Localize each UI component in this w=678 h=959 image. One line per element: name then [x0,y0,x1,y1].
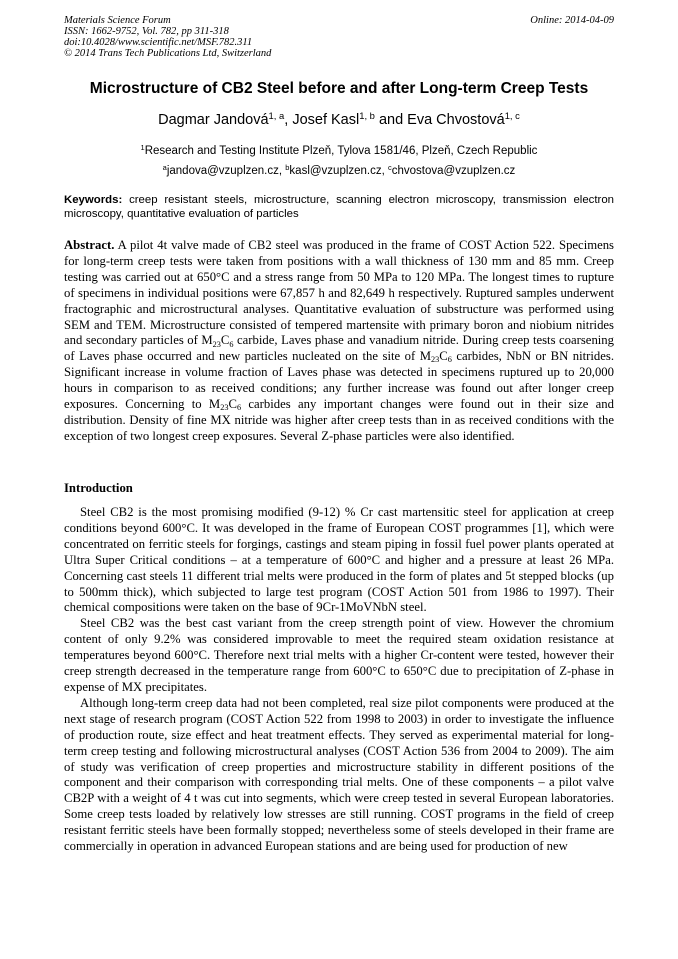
email-link: jandova@vzuplzen.cz, [166,165,286,177]
introduction-section [64,505,614,855]
abstract-text: A pilot 4t valve made of CB2 steel was produced in the frame of COST Action 522. Specimens for long-term creep tests were taken from positions with a wall thickness of 130 mm and 85 mm. Creep testing was carried out at 650°C and a stress range from 50 MPa to 120 MPa. The longest times to rupture of specimens in individual positions were 67,857 h and 82,649 h respectively. Ruptured samples underwent fractographic and microstructural analyses. Quantitative evaluation of substructure was performed using SEM and TEM. Microstructure consisted of tempered martensite with primary boron and niobium nitrides and secondary particles of M [64,238,614,348]
author-separator: , [284,112,293,128]
issn-line: ISSN: 1662-9752, Vol. 782, pp 311-318 [64,26,229,37]
author-name: Dagmar Jandová [158,112,269,128]
abstract-text: carbides any important changes were found out in their size and distribution. Density of fine MX nitride was higher after creep tests than in as received conditions with the exception of two longest creep exposures. Several Z-phase particles were also identified. [64,397,614,443]
section-heading: Introduction [64,481,133,495]
author-name: Josef Kasl [292,112,360,128]
email-mark: a [162,163,167,173]
body-paragraph: Although long-term creep data had not been completed, real size pilot components were produced at the next stage of research program (COST Action 522 from 1998 to 2003) in order to investigate the influence of production route, size effect and heat treatment effects. They served as experimental material for long-term creep testing and following microstructural analyses (COST Action 536 from 2004 to 2009). The aim of study was verification of creep properties and microstructure stability in different positions of the component and their comparison with corresponding trial melts. One of these components – a pilot valve CB2P with a weight of 4 t was cut into segments, which were creep tested in several European laboratories. Some creep tests loaded by relatively low stresses are still running. COST programs in the field of creep resistant ferritic steels have been formally stopped; nevertheless some of steels developed in their frame are commercially in operation in advanced European stations and are being used for production of new [64,695,614,854]
keywords-label: Keywords: [64,194,123,206]
author-affiliation-mark: 1, c [504,110,520,122]
subscript: 23 [431,355,440,365]
abstract-text: carbides, NbN or BN nitrides. Significant increase in volume fraction of Laves phase was detected in specimens ruptured up to 20,000 hours in comparison to as received conditions; any further increase was found out after longer creep exposures. Concerning to M [64,349,614,412]
subscript: 23 [220,403,229,413]
affiliation-mark: 1 [140,143,145,153]
subscript: 6 [447,355,452,365]
subscript: 6 [229,339,234,349]
author-emails [50,163,628,179]
keywords-text: creep resistant steels, microstructure, scanning electron microscopy, transmission electron microscopy, quantitative evaluation of particles [64,194,614,220]
abstract-text: C [439,349,448,364]
abstract-text: C [220,333,230,348]
author-separator: and [374,112,408,128]
abstract-text: carbide, Laves phase and vanadium nitride. During creep tests coarsening of Laves phase occurred and new particles nucleated on the site of M [64,333,614,364]
subscript: 23 [212,339,221,349]
email-mark: b [285,163,290,173]
author-name: Eva Chvostová [407,112,505,128]
email-link: kasl@vzuplzen.cz, [289,165,389,177]
abstract-label: Abstract. [64,238,115,252]
keywords [64,193,614,221]
author-affiliation-mark: 1, b [359,110,375,122]
copyright-line: © 2014 Trans Tech Publications Ltd, Switzerland [64,48,272,59]
doi-line: doi:10.4028/www.scientific.net/MSF.782.311 [64,37,253,48]
author-affiliation-mark: 1, a [268,110,285,122]
journal-name: Materials Science Forum [64,15,171,26]
affiliation [50,143,628,159]
affiliation-text: Research and Testing Institute Plzeň, Tylova 1581/46, Plzeň, Czech Republic [144,145,538,157]
abstract-text: C [228,397,237,412]
abstract [64,238,614,445]
paper-title: Microstructure of CB2 Steel before and after Long-term Creep Tests [89,80,589,97]
journal-header [64,15,271,59]
body-paragraph: Steel CB2 was the best cast variant from the creep strength point of view. However the chromium content of only 9.2% was considered improvable to meet the required steam oxidation resistance at temperatures beyond 600°C. Therefore next trial melts with a higher Cr-content were tested, however their creep strength decreased in the temperature range from 600°C to 650°C due to precipitation of Z-phase in expense of MX precipitates. [64,616,614,694]
body-paragraph: Steel CB2 is the most promising modified (9-12) % Cr cast martensitic steel for application at creep conditions beyond 600°C. It was developed in the frame of European COST programmes [1], which were concentrated on ferritic steels for forgings, castings and steam piping in fossil fuel power plants operated at Ultra Super Critical conditions – at a temperature of 600°C and higher and a pressure at least 26 MPa. Concerning cast steels 11 different trial melts were produced in the form of plates and 5t stepped blocks (up to 500mm thick), which subjected to large test program (COST Action 501 from 1986 to 1997). Their chemical compositions were taken on the base of 9Cr-1MoVNbN steel. [64,505,614,615]
email-link: chvostova@vzuplzen.cz [391,165,516,177]
email-mark: c [388,163,392,173]
online-date: Online: 2014-04-09 [530,15,614,26]
author-list [50,110,628,130]
abstract-paragraph [64,238,614,445]
subscript: 6 [236,403,242,413]
